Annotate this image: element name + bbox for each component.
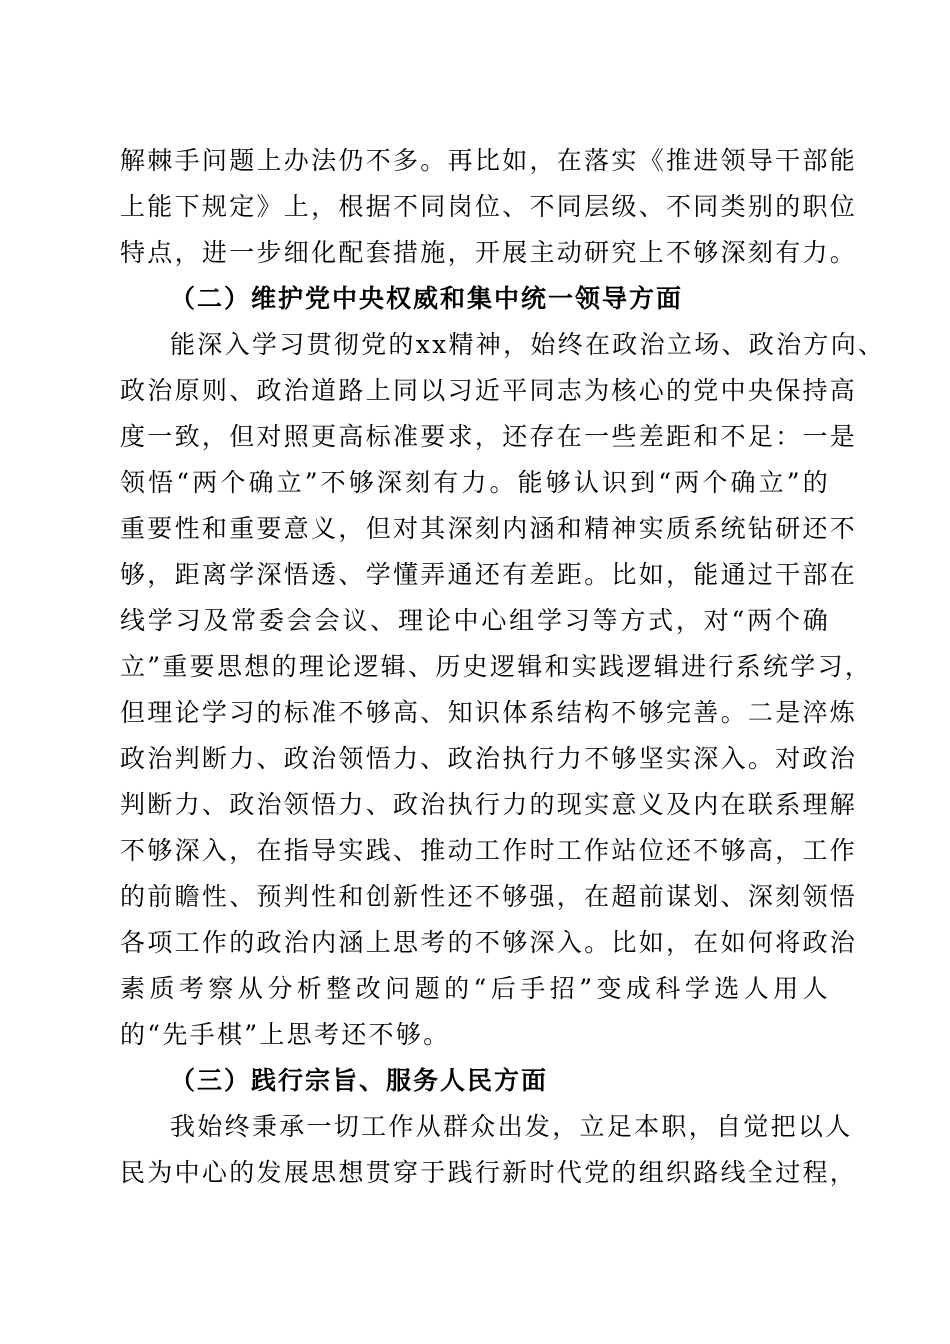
body-text-line: 民为中心的发展思想贯穿于践行新时代党的组织路线全过程，: [120, 1158, 858, 1187]
section-heading-2: （二）维护党中央权威和集中统一领导方面: [170, 284, 684, 313]
body-text-line: 线学习及常委会会议、理论中心组学习等方式，对“两个确: [120, 606, 830, 635]
body-text-line: 能深入学习贯彻党的xx精神，始终在政治立场、政治方向、: [170, 330, 886, 359]
body-text-line: 但理论学习的标准不够高、知识体系结构不够完善。二是淬炼: [120, 698, 858, 727]
body-text-line: 度一致，但对照更高标准要求，还存在一些差距和不足：一是: [120, 422, 858, 451]
body-text-line: 不够深入，在指导实践、推动工作时工作站位还不够高，工作: [120, 836, 858, 865]
body-text-line: 解棘手问题上办法仍不多。再比如，在落实《推进领导干部能: [120, 146, 858, 175]
body-text-line: 特点，进一步细化配套措施，开展主动研究上不够深刻有力。: [120, 238, 858, 267]
body-text-line: 的前瞻性、预判性和创新性还不够强，在超前谋划、深刻领悟: [120, 882, 858, 911]
body-text-line: 政治判断力、政治领悟力、政治执行力不够坚实深入。对政治: [120, 744, 858, 773]
body-text-line: 上能下规定》上，根据不同岗位、不同层级、不同类别的职位: [120, 192, 858, 221]
body-text-line: 我始终秉承一切工作从群众出发，立足本职，自觉把以人: [170, 1112, 853, 1141]
body-text-line: 判断力、政治领悟力、政治执行力的现实意义及内在联系理解: [120, 790, 858, 819]
body-text-line: 领悟“两个确立”不够深刻有力。能够认识到“两个确立”的: [120, 468, 830, 497]
body-text-line: 的“先手棋”上思考还不够。: [120, 1020, 451, 1049]
body-text-line: 政治原则、政治道路上同以习近平同志为核心的党中央保持高: [120, 376, 858, 405]
body-text-line: 够，距离学深悟透、学懂弄通还有差距。比如，能通过干部在: [120, 560, 858, 589]
body-text-line: 各项工作的政治内涵上思考的不够深入。比如，在如何将政治: [120, 928, 858, 957]
body-text-line: 素质考察从分析整改问题的“后手招”变成科学选人用人: [120, 974, 830, 1003]
body-text-line: 立”重要思想的理论逻辑、历史逻辑和实践逻辑进行系统学习，: [120, 652, 873, 681]
section-heading-3: （三）践行宗旨、服务人民方面: [170, 1066, 549, 1095]
body-text-line: 重要性和重要意义，但对其深刻内涵和精神实质系统钻研还不: [120, 514, 858, 543]
